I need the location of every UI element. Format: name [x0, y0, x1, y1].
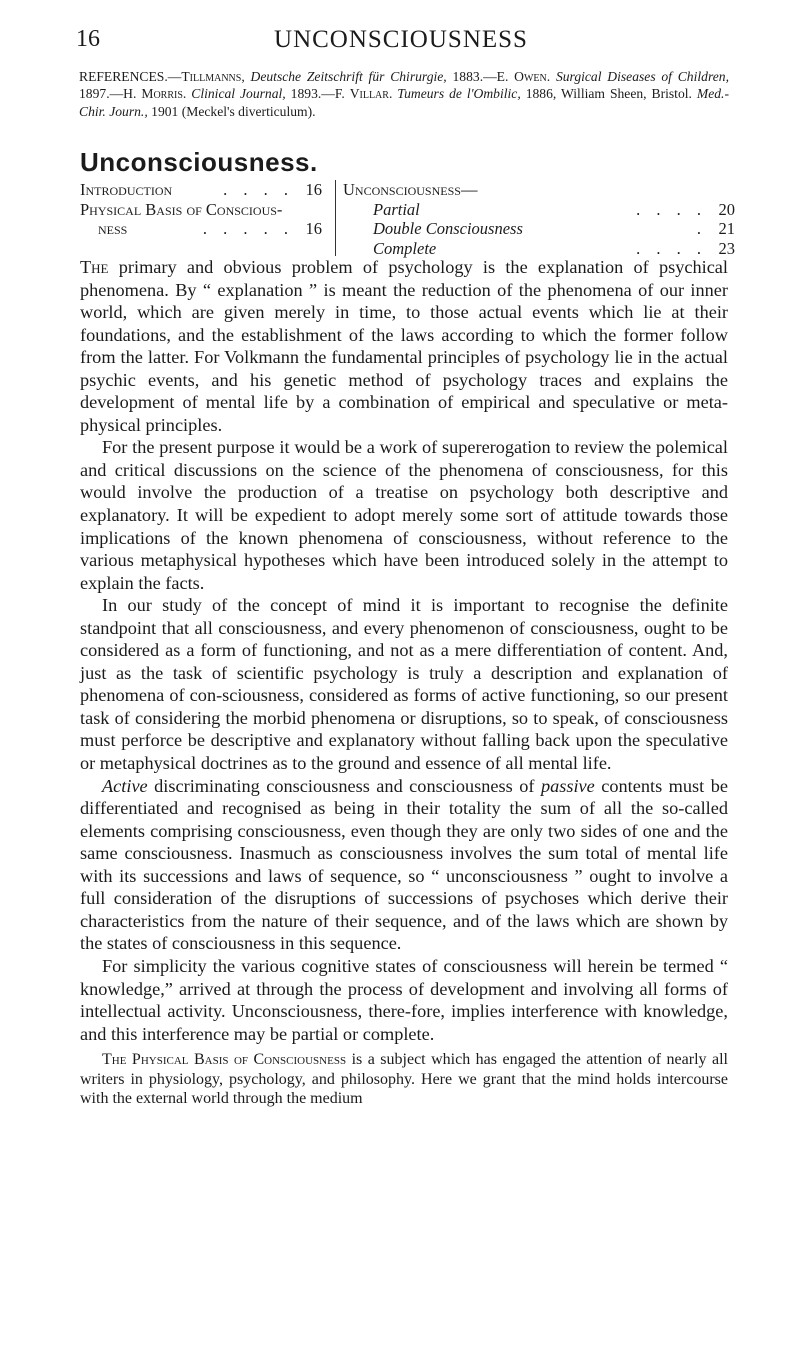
ref-title: Clinical Journal, — [191, 86, 286, 102]
body-text — [80, 256, 728, 1109]
contents-entry-label: Physical Basis of Conscious- — [80, 199, 283, 219]
paragraph-text: primary and obvious problem of psychology is the explanation of psychical phenomena. By “ explanation ” is meant the reduction of the phenomena of our inner world, which are given merely in time, to those actual events which lie at their foundations, and the establishment of the laws according to which the former follow from the latter. For Volkmann the fundamental principles of psychology lie in the actual psychic events, and his genetic method of psychology traces and explains the development of mental life by a combination of empirical and speculative or meta-physical principles. — [80, 257, 728, 435]
contents-summary — [80, 180, 735, 258]
ref-title: Tumeurs de l'Ombilic, — [397, 86, 521, 102]
contents-entry — [80, 219, 322, 239]
leader-dots: . . . . — [636, 199, 707, 219]
contents-left-column — [80, 180, 322, 239]
ref-detail: 1893.—F. — [290, 86, 345, 102]
paragraph: For the present purpose it would be a work of supererogation to review the polemical and critical discussions on the science of the phenomena of consciousness, for this would involve the production of a treatise on psychology both descriptive and explanatory. It will be expedient to adopt merely some sort of attitude towards those implications of the known phenomena of consciousness, without reference to the various metaphysical hypotheses which have been introduced solely in the attempt to explain the facts. — [80, 437, 728, 593]
paragraph: For simplicity the various cognitive states of consciousness will herein be termed “ knowledge,” arrived at through the process of development and involving all forms of intellectual activity. Unconsciousness, there-fore, implies interference with knowledge, and this interference may be partial or complete. — [80, 955, 728, 1044]
paragraph: In our study of the concept of mind it is important to recognise the definite standpoint that all consciousness, and every phenomenon of consciousness, ought to be considered as a form of functioning, and not as a mere differentiation of content. And, just as the task of scientific psychology is truly a description and explanation of phenomena of con-sciousness, considered as forms of active functioning, so our present task of considering the morbid phenomena or disruptions, so to speak, of consciousness must perforce be descriptive and explanatory without falling back upon the speculative or metaphysical doctrines as to the ground and essence of all mental life. — [80, 595, 728, 774]
ref-author: Villar. — [349, 86, 393, 102]
running-title: UNCONSCIOUSNESS — [274, 26, 528, 53]
paragraph-text: discriminating consciousness and consciousness of — [154, 775, 535, 796]
ref-title: Deutsche Zeitschrift für Chirurgie, — [250, 69, 447, 84]
paragraph-text: is a subject which has engaged the attention of nearly all writers in physiology, psychology, and philosophy. Here we grant that the mind holds intercourse with the external world through the medium — [80, 1051, 729, 1108]
leader-dots: . . . . — [636, 238, 707, 258]
leader-dots: . — [696, 219, 707, 238]
paragraph — [80, 1050, 728, 1109]
contents-entry-page: 16 — [305, 180, 322, 199]
ref-detail: 1883.—E. — [452, 69, 509, 84]
contents-entry — [343, 219, 735, 239]
leader-dots: . . . . . — [202, 219, 294, 238]
paragraph-text: contents must be differentiated and recognised as being in their totality the sum of all the so-called elements comprising consciousness, even though they are only two sides of one and the same consciousness. Inasmuch as consciousness involves the sum total of mental life with its successions and laws of sequence, so “ unconsciousness ” ought to involve a full consideration of the disruptions of successions of psychoses which derive their characteristics from the nature of their sequence, and of the laws which are shown by the states of consciousness in this sequence. — [80, 775, 728, 954]
contents-entry-label: Partial — [373, 199, 420, 219]
emphasis: passive — [540, 775, 595, 796]
contents-entry-label: Double Consciousness — [373, 219, 523, 238]
running-head — [76, 26, 726, 56]
references-lead: REFERENCES.— — [79, 69, 182, 84]
contents-entry — [80, 200, 322, 220]
contents-entry-page: 20 — [718, 199, 735, 219]
ref-detail: 1901 (Meckel's diverticulum). — [151, 103, 316, 119]
contents-heading-label: Unconsciousness— — [343, 180, 478, 199]
ref-title: Med.-Chir. Journ., — [79, 86, 729, 119]
contents-entry — [343, 200, 735, 220]
contents-entry-page: 21 — [718, 219, 735, 238]
contents-entry — [80, 180, 322, 200]
paragraph-lead: The — [80, 257, 109, 277]
ref-author: Owen. — [514, 69, 551, 84]
section-title: Unconsciousness. — [80, 147, 318, 177]
page-number: 16 — [76, 26, 100, 52]
references — [79, 68, 729, 120]
contents-entry-page: 23 — [718, 238, 735, 258]
paragraph-lead: Active — [102, 775, 148, 796]
contents-entry-label: Introduction — [80, 180, 173, 199]
paragraph — [80, 775, 728, 955]
ref-author: Morris. — [141, 86, 187, 102]
contents-right-column — [335, 180, 735, 256]
contents-entry-page: 16 — [305, 219, 322, 238]
ref-detail: 1897.—H. — [79, 86, 137, 102]
paragraph — [80, 256, 728, 436]
contents-entry-label: ness — [98, 219, 128, 238]
contents-heading — [343, 180, 735, 200]
leader-dots: . . . . — [223, 180, 294, 199]
ref-detail: 1886, William Sheen, Bristol. — [525, 86, 692, 102]
ref-title: Surgical Diseases of Children, — [555, 69, 729, 84]
contents-entry-label: Complete — [373, 238, 437, 258]
paragraph-lead: The Physical Basis of Consciousness — [102, 1051, 347, 1069]
ref-author: Tillmanns, — [181, 69, 245, 84]
